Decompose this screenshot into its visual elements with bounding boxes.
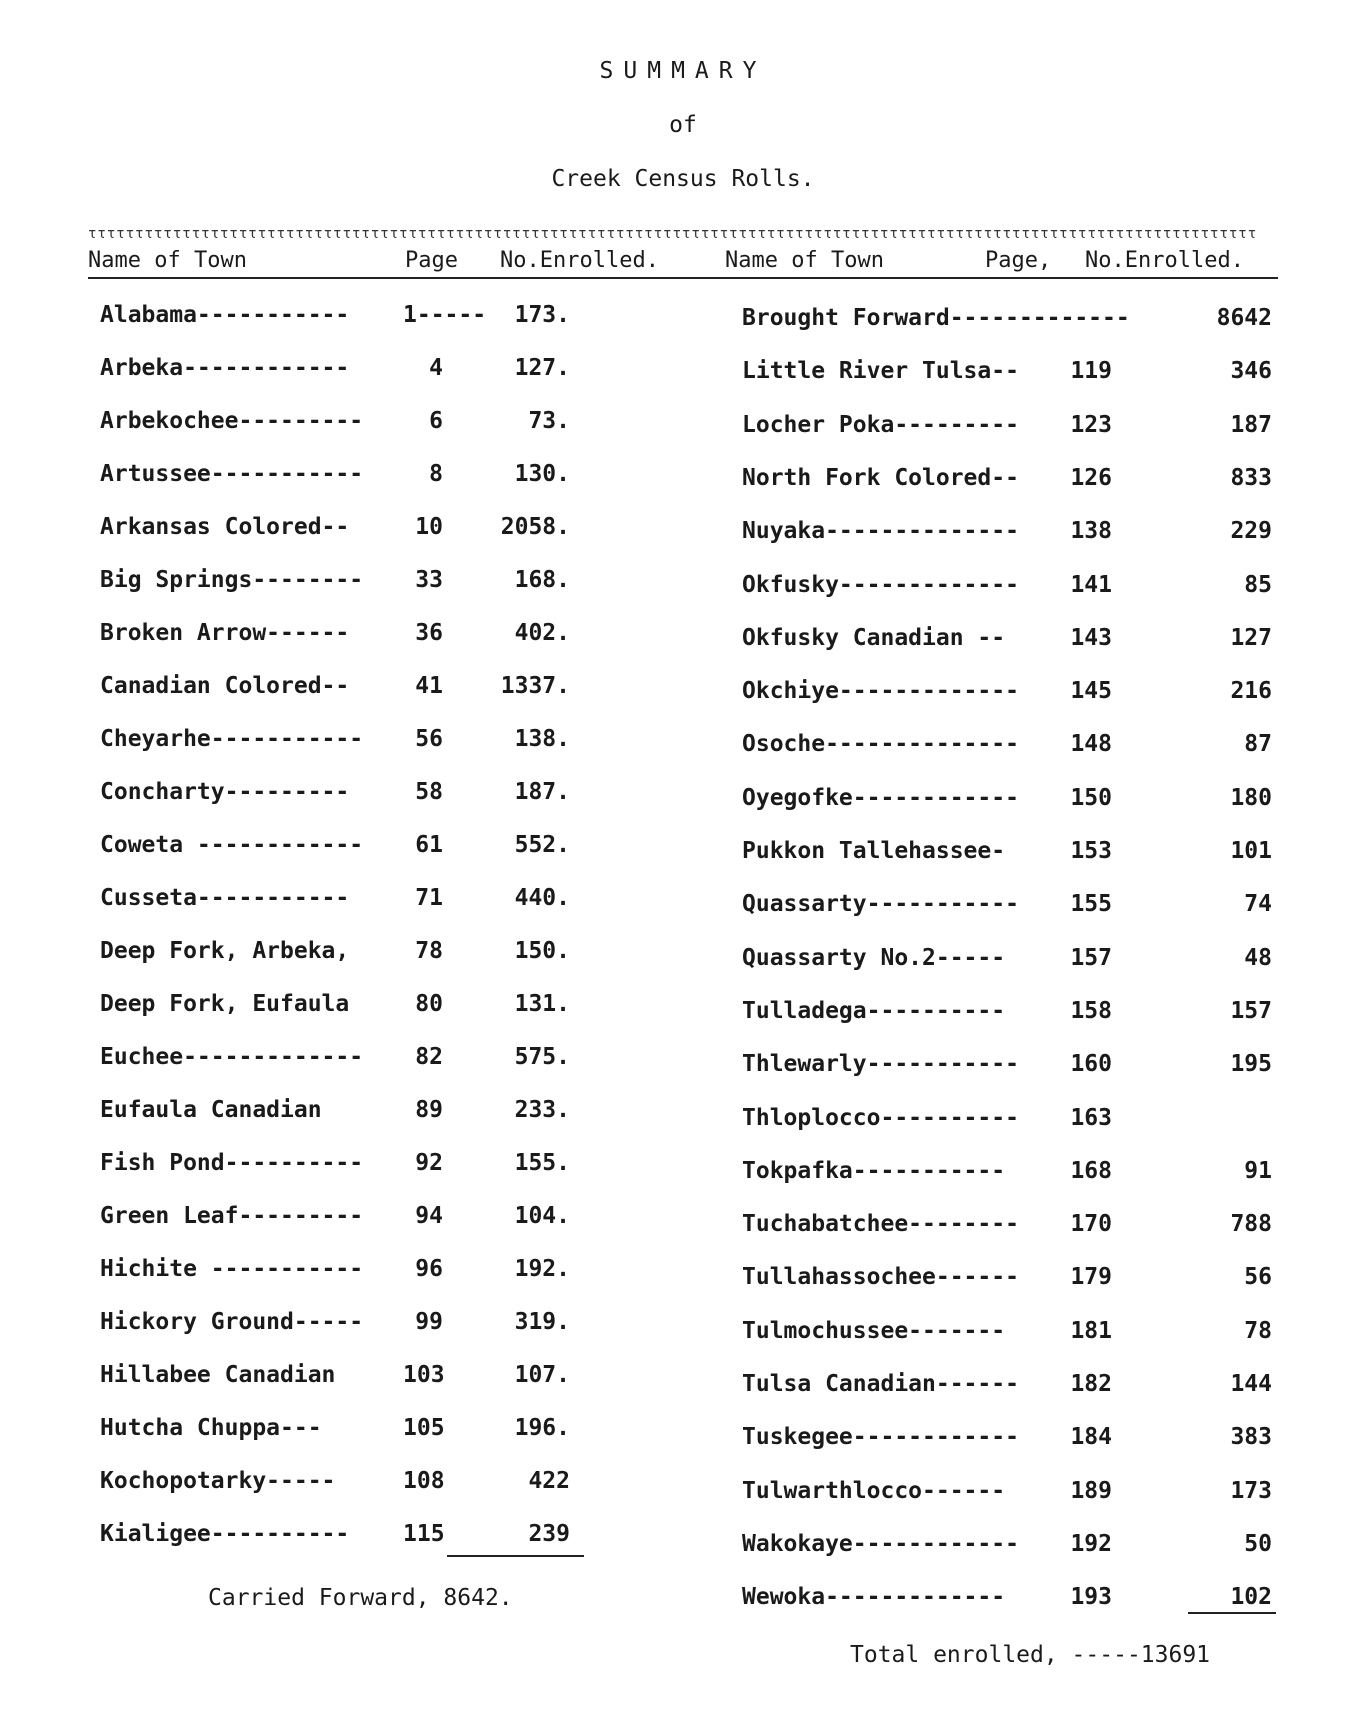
town-page: 56 (415, 726, 443, 752)
town-name: Okfusky Canadian -- (742, 624, 1006, 651)
town-name: Tulladega---------- (742, 997, 1006, 1024)
town-page: 61 (415, 832, 443, 858)
town-page: 182 (1070, 1371, 1112, 1397)
town-page: 181 (1070, 1317, 1112, 1344)
town-enrolled: 48 (1244, 944, 1272, 971)
town-name: Hichite ----------- (100, 1256, 364, 1282)
town-page: 33 (415, 567, 443, 593)
town-enrolled: 192. (514, 1256, 570, 1282)
town-enrolled: 87 (1244, 731, 1272, 758)
town-enrolled: 127 (1230, 624, 1272, 651)
town-enrolled: 102 (1230, 1584, 1272, 1611)
town-page: 157 (1070, 944, 1112, 971)
town-page: 126 (1070, 464, 1112, 491)
town-page: 158 (1070, 997, 1112, 1024)
town-page: 123 (1070, 411, 1112, 438)
town-page: 10 (415, 514, 443, 540)
town-name: Arkansas Colored-- (100, 514, 350, 540)
total-enrolled: Total enrolled, -----13691 (850, 1642, 1211, 1668)
town-enrolled: 155. (514, 1150, 570, 1176)
town-enrolled: 131. (514, 991, 570, 1017)
town-name: Canadian Colored-- (100, 673, 350, 699)
town-enrolled: 422 (528, 1468, 570, 1494)
town-page: 163 (1070, 1104, 1112, 1131)
town-name: Osoche-------------- (742, 731, 1019, 758)
town-enrolled: 402. (514, 620, 570, 646)
town-enrolled: 319. (514, 1309, 570, 1335)
town-enrolled: 78 (1244, 1317, 1272, 1344)
town-name: Tuchabatchee-------- (742, 1211, 1019, 1238)
town-name: North Fork Colored-- (742, 464, 1019, 491)
header-left-name: Name of Town (88, 248, 247, 273)
town-name: Fish Pond---------- (100, 1150, 364, 1176)
town-page: 92 (415, 1150, 443, 1176)
town-page: 36 (415, 620, 443, 646)
town-name: Tullahassochee------ (742, 1264, 1019, 1291)
town-name: Quassarty No.2----- (742, 944, 1006, 971)
town-name: Thlewarly----------- (742, 1051, 1019, 1078)
town-page: 119 (1070, 358, 1112, 385)
town-page: 155 (1070, 891, 1112, 918)
town-enrolled: 440. (514, 885, 570, 911)
town-enrolled: 552. (514, 832, 570, 858)
town-enrolled: 56 (1244, 1264, 1272, 1291)
town-name: Big Springs-------- (100, 567, 364, 593)
town-enrolled: 8642 (1216, 305, 1272, 331)
town-enrolled: 180 (1230, 784, 1272, 811)
left-subtotal-rule (447, 1555, 584, 1557)
town-name: Coweta ------------ (100, 832, 364, 858)
town-enrolled: 168. (514, 567, 570, 593)
town-enrolled: 195 (1230, 1051, 1272, 1078)
town-page: 192 (1070, 1530, 1112, 1557)
town-name: Oyegofke------------ (742, 784, 1019, 811)
town-name: Wewoka------------- (742, 1584, 1006, 1611)
town-page: 108 (403, 1468, 445, 1494)
town-page: 4 (429, 355, 443, 381)
town-page: 6 (429, 408, 443, 434)
town-name: Arbekochee--------- (100, 408, 364, 434)
town-name: Cheyarhe----------- (100, 726, 364, 752)
town-enrolled: 788 (1230, 1211, 1272, 1238)
town-enrolled: 130. (514, 461, 570, 487)
town-enrolled: 233. (514, 1097, 570, 1123)
town-name: Locher Poka--------- (742, 411, 1019, 438)
town-name: Tuskegee------------ (742, 1424, 1019, 1451)
header-right-name: Name of Town (725, 248, 884, 273)
town-enrolled: 216 (1230, 678, 1272, 705)
town-name: Kialigee---------- (100, 1521, 350, 1547)
town-page: 189 (1070, 1477, 1112, 1504)
town-enrolled: 833 (1230, 464, 1272, 491)
town-page: 71 (415, 885, 443, 911)
town-page: 103 (403, 1362, 445, 1388)
carried-forward: Carried Forward, 8642. (208, 1585, 513, 1611)
title-summary: SUMMARY (599, 58, 767, 84)
town-enrolled: 101 (1230, 838, 1272, 864)
town-enrolled: 187. (514, 779, 570, 805)
town-name: Nuyaka-------------- (742, 518, 1019, 545)
town-name: Arbeka------------ (100, 355, 350, 381)
town-name: Euchee------------- (100, 1044, 364, 1070)
town-name: Tulmochussee------- (742, 1317, 1006, 1344)
town-enrolled: 2058. (500, 514, 570, 540)
town-page: 89 (415, 1097, 443, 1123)
town-page: 145 (1070, 678, 1112, 705)
town-page: 78 (415, 938, 443, 964)
town-page: 41 (415, 673, 443, 699)
town-page: 1----- (403, 302, 487, 328)
town-enrolled: 187 (1230, 411, 1272, 438)
town-enrolled: 107. (514, 1362, 570, 1388)
town-page: 193 (1070, 1584, 1112, 1611)
town-enrolled: 73. (528, 408, 570, 434)
town-enrolled: 383 (1230, 1424, 1272, 1451)
town-enrolled: 91 (1244, 1157, 1272, 1184)
town-page: 150 (1070, 784, 1112, 811)
town-enrolled: 173. (514, 302, 570, 328)
town-name: Pukkon Tallehassee- (742, 838, 1006, 864)
dotted-rule: ττττττττττττττττττττττττττττττττττττττττττττττττττττττττττττττττττττττττττττττττττττττττττττττττττττττττττττττττττττττττττττ (88, 226, 1258, 242)
town-page: 82 (415, 1044, 443, 1070)
town-name: Brought Forward------------- (742, 305, 1130, 331)
town-page: 160 (1070, 1051, 1112, 1078)
town-name: Okfusky------------- (742, 571, 1019, 598)
town-name: Green Leaf--------- (100, 1203, 364, 1229)
town-name: Tulwarthlocco------ (742, 1477, 1006, 1504)
town-name: Artussee----------- (100, 461, 364, 487)
town-enrolled: 50 (1244, 1530, 1272, 1557)
town-name: Deep Fork, Eufaula (100, 991, 350, 1017)
town-page: 138 (1070, 518, 1112, 545)
town-enrolled: 239 (528, 1521, 570, 1547)
header-left-page: Page (405, 248, 458, 273)
town-enrolled: 229 (1230, 518, 1272, 545)
town-page: 105 (403, 1415, 445, 1441)
town-name: Thloplocco---------- (742, 1104, 1019, 1131)
town-enrolled: 127. (514, 355, 570, 381)
town-page: 58 (415, 779, 443, 805)
town-page: 141 (1070, 571, 1112, 598)
town-page: 143 (1070, 624, 1112, 651)
header-underline (88, 277, 1278, 279)
town-enrolled: 196. (514, 1415, 570, 1441)
town-name: Okchiye------------- (742, 678, 1019, 705)
town-enrolled: 150. (514, 938, 570, 964)
town-name: Wakokaye------------ (742, 1530, 1019, 1557)
town-enrolled: 74 (1244, 891, 1272, 918)
town-page: 170 (1070, 1211, 1112, 1238)
town-name: Hillabee Canadian (100, 1362, 336, 1388)
town-enrolled: 346 (1230, 358, 1272, 385)
header-right-enrolled: No.Enrolled. (1085, 248, 1244, 273)
town-page: 99 (415, 1309, 443, 1335)
town-name: Tulsa Canadian------ (742, 1371, 1019, 1397)
town-name: Deep Fork, Arbeka, (100, 938, 350, 964)
town-name: Hickory Ground----- (100, 1309, 364, 1335)
header-left-enrolled: No.Enrolled. (500, 248, 659, 273)
town-name: Hutcha Chuppa--- (100, 1415, 322, 1441)
town-page: 80 (415, 991, 443, 1017)
town-enrolled: 157 (1230, 997, 1272, 1024)
town-enrolled: 173 (1230, 1477, 1272, 1504)
town-page: 179 (1070, 1264, 1112, 1291)
town-name: Concharty--------- (100, 779, 350, 805)
town-page: 8 (429, 461, 443, 487)
town-name: Broken Arrow------ (100, 620, 350, 646)
title-of: of (669, 112, 697, 138)
town-page: 184 (1070, 1424, 1112, 1451)
town-name: Eufaula Canadian (100, 1097, 322, 1123)
title-creek-census-rolls: Creek Census Rolls. (551, 166, 815, 192)
town-enrolled: 85 (1244, 571, 1272, 598)
town-name: Alabama----------- (100, 302, 350, 328)
town-name: Quassarty----------- (742, 891, 1019, 918)
town-name: Cusseta----------- (100, 885, 350, 911)
town-enrolled: 1337. (500, 673, 570, 699)
town-page: 168 (1070, 1157, 1112, 1184)
town-page: 96 (415, 1256, 443, 1282)
town-page: 115 (403, 1521, 445, 1547)
header-right-page: Page, (985, 248, 1052, 273)
town-enrolled: 104. (514, 1203, 570, 1229)
town-page: 94 (415, 1203, 443, 1229)
town-enrolled: 144 (1230, 1371, 1272, 1397)
town-name: Little River Tulsa-- (742, 358, 1019, 385)
town-page: 148 (1070, 731, 1112, 758)
town-enrolled: 138. (514, 726, 570, 752)
right-subtotal-rule (1188, 1612, 1276, 1614)
town-name: Tokpafka----------- (742, 1157, 1006, 1184)
town-name: Kochopotarky----- (100, 1468, 336, 1494)
town-enrolled: 575. (514, 1044, 570, 1070)
town-page: 153 (1070, 838, 1112, 864)
